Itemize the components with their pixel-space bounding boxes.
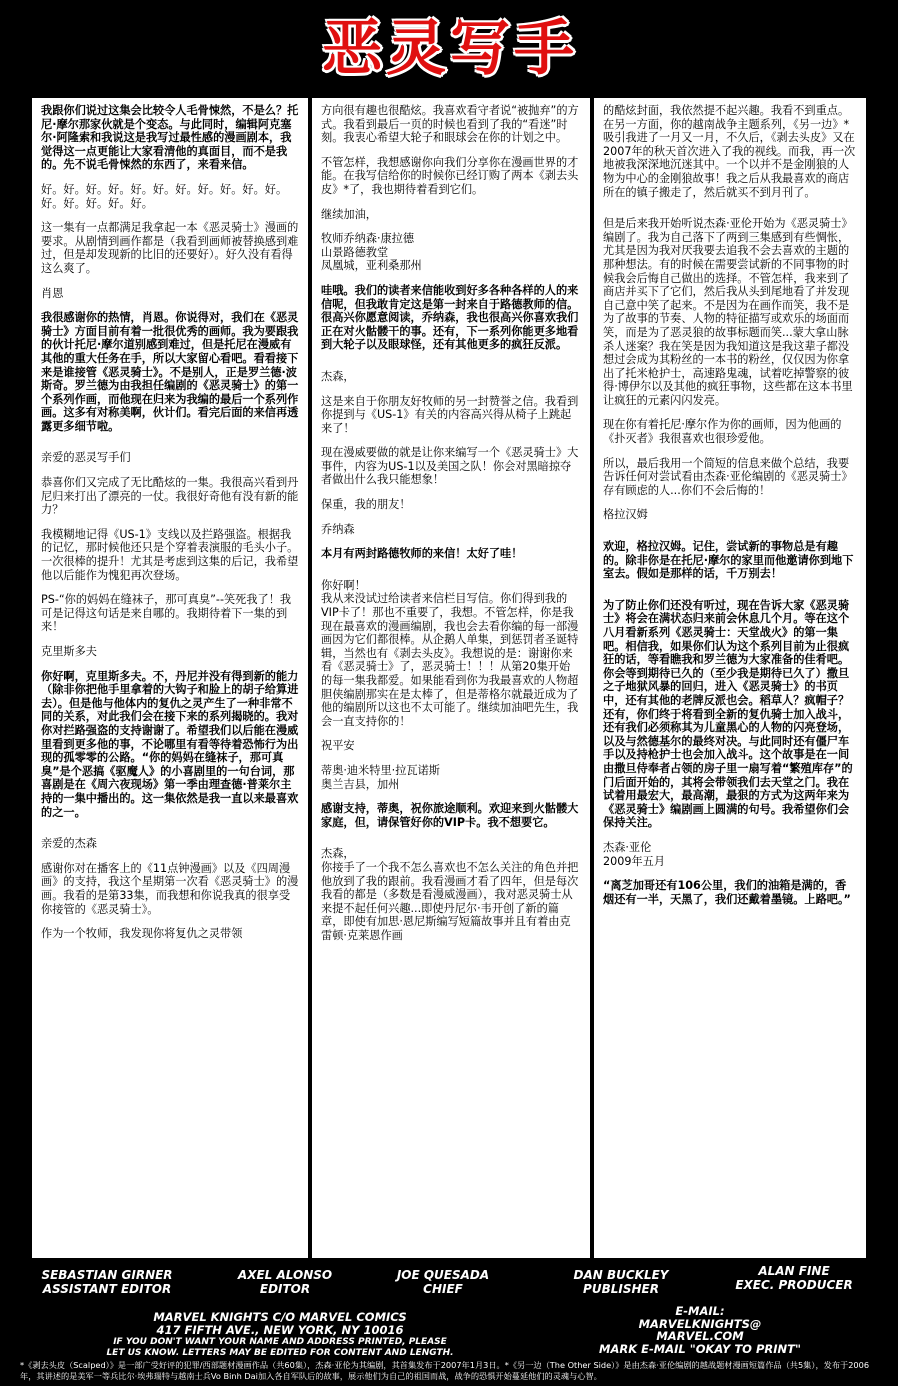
letter-paragraph: 克里斯多夫 <box>41 645 97 658</box>
address-line: MARVEL KNIGHTS C/O MARVEL COMICS <box>153 1310 407 1324</box>
editor-reply: 你好啊，克里斯多夫。不，丹尼并没有得到新的能力（除非你把他手里拿着的大钩子和脸上的胡子给算进去）。但是他与他体内的复仇之灵产生了一种非常不同的关系，对此我们会在接下来的系列揭晓的。我对你对拦路强盗的支持谢谢了。希望我们以后能在漫威里看到更多他的事，不论哪里有看等待着恐怖行为出现的孤零零的公路。“你的妈妈在缝袜子，那可真臭”是个恶搞《驱魔人》的小喜剧里的一句台词，那喜剧是在《周六夜现场》第一季由理查德·普莱尔主持的一集中播出的。这一集依然是我一直以来最喜欢的之一。 <box>41 669 299 819</box>
credit-exec-producer <box>724 1264 864 1292</box>
letter-paragraph: 感谢你对在播客上的《11点钟漫画》以及《四周漫画》的支持，我这个星期第一次看《恶灵骑士》的漫画。我看的是第33集，而我想和你说我真的很享受你接管的《恶灵骑士》。 <box>41 861 299 916</box>
staff-credits <box>0 1264 898 1308</box>
address-note: LET US KNOW. LETTERS MAY BE EDITED FOR CONTENT AND LENGTH. <box>106 1347 454 1358</box>
letter-paragraph: 继续加油， <box>321 207 377 221</box>
credit-role: PUBLISHER <box>583 1282 659 1296</box>
letter-paragraph: 所以，最后我用一个简短的信息来做个总结，我要告诉任何对尝试看由杰森·亚伦编剧的《恶灵骑士》存有顾虑的人...你们不会后悔的！ <box>603 456 853 497</box>
letter-paragraph: 你好啊！ 我从来没试过给读者来信栏目写信。你们得到我的VIP卡了！那也不重要了，我想。不管怎样，你是我现在最喜欢的漫画编剧，我也会去看你编的每一部漫画因为它们都很棒。从企鹅人单集，到惩罚者圣诞特辑，当然也有《剥去头皮》。我想说的是：谢谢你来看《恶灵骑士》了，恶灵骑士！！！从第20集开始的每一集我都爱。如果能看到你为我最喜欢的人物超胆侠编剧那实在是太棒了，但是蒂格尔就最近成为了他的编剧所以这也不太可能了。继续加油吧先生，我会一直支持你的！ <box>321 578 579 728</box>
credit-role: EDITOR <box>259 1282 311 1296</box>
email-address[interactable]: MARVELKNIGHTS@ <box>638 1316 762 1331</box>
credit-name: JOE QUESADA <box>396 1268 490 1282</box>
editor-reply: 本月有两封路德牧师的来信！太好了哇！ <box>321 547 523 561</box>
editor-reply: 感谢支持，蒂奥，祝你旅途顺利。欢迎来到火骷髅大家庭，但，请保管好你的VIP卡。我不想要它。 <box>321 802 579 829</box>
letter-paragraph: 我模糊地记得《US-1》支线以及拦路强盗。根据我的记忆，那时候他还只是个穿着表演服的毛头小子。一次很棒的提升！尤其是考虑到这集的后记，我希望他以后能作为愧犯再次登场。 <box>41 527 299 582</box>
ghost-writer-logo: 恶灵写手 <box>322 14 578 84</box>
credit-role: EXEC. PRODUCER <box>735 1278 853 1292</box>
address-line: 417 FIFTH AVE., NEW YORK, NY 10016 <box>156 1323 404 1337</box>
letter-paragraph: 这一集有一点都满足我拿起一本《恶灵骑士》漫画的要求。从剧情到画作都是（我看到画师被替换感到难过，但是却发现新的比旧的还要好）。好久没有看得这么爽了。 <box>41 221 299 275</box>
credit-editor <box>220 1268 350 1296</box>
credit-name: DAN BUCKLEY <box>573 1268 669 1282</box>
credit-role: CHIEF <box>423 1282 463 1296</box>
letter-paragraph: 杰森·亚伦 2009年五月 <box>603 840 666 868</box>
address-note: IF YOU DON'T WANT YOUR NAME AND ADDRESS PRINTED, PLEASE <box>113 1337 447 1347</box>
letter-paragraph: 乔纳森 <box>321 522 355 536</box>
letter-paragraph: 格拉汉姆 <box>603 508 648 522</box>
letter-paragraph: 现在你有着托尼·摩尔作为你的画师，因为他画的《扑灭者》我很喜欢也很珍爱他。 <box>603 418 842 446</box>
credit-role: ASSISTANT EDITOR <box>42 1282 172 1296</box>
letter-paragraph: 蒂奥·迪米特里·拉瓦诺斯 奥兰吉县，加州 <box>321 763 440 791</box>
email-block <box>560 1305 840 1355</box>
letter-paragraph: 现在漫威要做的就是让你来编写一个《恶灵骑士》大事件，内容为US-1以及美国之队！你会对黑暗掠夺者做出什么我只能想象！ <box>321 446 579 487</box>
letter-paragraph: 肖恩 <box>41 286 64 300</box>
letter-paragraph: 保重，我的朋友！ <box>321 498 411 512</box>
letter-paragraph: 牧师乔纳森·康拉德 山景路德教堂 凤凰城，亚利桑那州 <box>321 232 422 273</box>
letters-column-2 <box>312 98 590 1258</box>
credit-name: ALAN FINE <box>758 1264 830 1278</box>
letters-column-3 <box>594 98 866 1258</box>
credit-assistant-editor <box>32 1268 182 1296</box>
editor-reply: “离芝加哥还有106公里，我们的油箱是满的，香烟还有一半，天黑了，我们还戴着墨镜。上路吧。” <box>603 879 851 906</box>
letter-paragraph: 作为一个牧师，我发现你将复仇之灵带领 <box>41 927 243 941</box>
letter-paragraph: 祝平安 <box>321 739 355 753</box>
editor-reply: 欢迎，格拉汉姆。记住，尝试新的事物总是有趣的。除非你是在托尼·摩尔的家里而他邀请你到地下室去。假如是那样的话，千万别去！ <box>603 540 854 581</box>
email-note: MARK E-MAIL "OKAY TO PRINT" <box>599 1341 801 1356</box>
letter-paragraph: 亲爱的杰森 <box>41 837 97 851</box>
letters-column-1 <box>32 98 308 1258</box>
editor-reply: 哇哦。我们的读者来信能收到好多各种各样的人的来信呢，但我敢肯定这是第一封来自于路德教师的信。很高兴你愿意阅读，乔纳森，我也很高兴你喜欢我们正在对火骷髅干的事。还有，下一系列你能更多地看到大轮子以及眼球怪，还有其他更多的疯狂反派。 <box>321 283 579 352</box>
letter-paragraph: 但是后来我开始听说杰森·亚伦开始为《恶灵骑士》编剧了。我为自己落下了两到三集感到有些惆怅，尤其是因为我对厌我要去追我不会去喜欢的主题的那种想法。有的时候在需要尝试新的不同事物的时候我会后悔自己做出的选择。不管怎样，我来到了商店并买下了它们，然后我从头到尾地看了并发现自己意中笑了起来。不是因为在画作而笑，我不是为了故事的节奏、人物的特征描写或欢乐的场面而笑，而是为了恶灵狼的故事标题而笑...蒙大拿山脉杀人迷案？我在笑是因为我知道这是我这辈子都没想过会成为其粉丝的一本书的粉丝，仅仅因为你拿出了托米枪护士，高速路鬼魂，试着吃掉警察的彼得·博伊尔以及其他的疯狂事物，这些都在这本书里让疯狂的元素闪闪发亮。 <box>603 217 853 407</box>
letter-paragraph: 恭喜你们又完成了无比酷炫的一集。我很高兴看到丹尼归来打出了漂亮的一仗。我很好奇他有没有新的能力？ <box>41 476 299 517</box>
editor-reply: 我很感谢你的热情，肖恩。你说得对，我们在《恶灵骑士》方面目前有着一批很优秀的画师。我为要跟我的伙计托尼·摩尔道别感到难过，但是托尼在漫威有其他的重大任务在手，所以大家留心看吧。看看接下来是谁接管《恶灵骑士》。不是别人，正是罗兰德·波斯奇。罗兰德为由我担任编剧的《恶灵骑士》的第一个系列作画，而他现在归来为我编的最后一个系列作画。这多有对称美啊，伙计们。看完后面的来信再透露更多细节啦。 <box>41 311 299 433</box>
credit-publisher <box>556 1268 686 1296</box>
credit-name: AXEL ALONSO <box>237 1268 333 1282</box>
letter-paragraph: 这是来自于你朋友好牧师的另一封赞誉之信。我看到你提到与《US-1》有关的内容高兴得从椅子上跳起来了！ <box>321 394 579 435</box>
letter-paragraph: 方向很有趣也很酷炫。我喜欢看守者说“被抛弃”的方式。我看到最后一页的时候也看到了我的“看迷”时刻。我衷心希望大轮子和眼球会在你的计划之中。 <box>321 104 579 145</box>
letter-paragraph: 的酷炫封面，我依然提不起兴趣。我看不到重点。在另一方面，你的越南战争主题系列，《另一边》*吸引我进了一月又一月，不久后，《剥去头皮》又在2007年的秋天首次进入了我的视线。而我，再一次地被我深深地沉迷其中。一个以并不是金刚狼的人物为中心的金刚狼故事！我之后从我最喜欢的商店所在的镇子搬走了，然后就买不到月刊了。 <box>603 104 856 199</box>
footnote: *《剥去头皮（Scalped）》是一部广受好评的犯罪/西部题材漫画作品（共60集），杰森·亚伦为其编剧，其首集发布于2007年1月3日。*《另一边（The Other Side）》是由杰森·亚伦编剧的越战题材漫画短篇作品（共5集），发布于2006年，其讲述的是美军一等兵比尔·埃弗瑞特与越南士兵Vo Binh Dai加入各自军队后的故事，展示他们为自己的祖国而战，战争的恐惧开始蔓延他们的灵魂与心智。 <box>20 1360 870 1381</box>
letter-paragraph: 好。好。好。好。好。好。好。好。好。好。好。好。好。好。好。好。 <box>41 182 288 210</box>
credit-chief <box>378 1268 508 1296</box>
letter-paragraph: 亲爱的恶灵写手们 <box>41 451 131 465</box>
mailing-address <box>20 1311 540 1358</box>
letter-paragraph: 不管怎样，我想感谢你向我们分享你在漫画世界的才能。在我写信给你的时候你已经订购了两本《剥去头皮》*了，我也期待着看到它们。 <box>321 155 579 196</box>
letter-paragraph: 杰森， 你接手了一个我不怎么喜欢也不怎么关注的角色并把他放到了我的跟前。我看漫画才看了四年，但是每次我看的都是（多数是看漫威漫画），我对恶灵骑士从来提不起任何兴趣...即使丹尼尔·韦开创了新的篇章，即使有加思·恩尼斯编写短篇故事并且有着由克雷顿·克莱恩作画 <box>321 847 579 942</box>
email-label: E-MAIL: <box>675 1304 725 1318</box>
editor-reply: 为了防止你们还没有听过，现在告诉大家《恶灵骑士》将会在满状态归来前会休息几个月。等在这个八月看新系列《恶灵骑士：天堂战火》的第一集吧。相信我，如果你们认为这个系列目前为止很疯狂的话，等看瞧我和罗兰德为大家准备的佳肴吧。你会等到期待已久的（至少我是期待已久了）撒旦之子地狱风暴的回归，进入《恶灵骑士》的书页中，还有其他的老牌反派也会。稻草人？疯帽子？还有，你们终于将看到全新的复仇骑士加入战斗，还有我们必须称其为儿童黑心的人物的闪亮登场，以及与然德基尔的最终对决。与此同时还有僵尸车手以及持枪护士也会加入战斗。这个故事是在一间由撒旦侍奉者占领的房子里一扇写着“繁殖库存”的门后面开始的，其将会带领我们去天堂之门。我在试着用最宏大，最高潮，最狠的方式为这两年来为《恶灵骑士》编剧画上圆满的句号。我希望你们会保持关注。 <box>603 598 853 830</box>
editor-reply: 我跟你们说过这集会比较令人毛骨悚然，不是么？托尼·摩尔那家伙就是个变态。与此同时，编辑阿克塞尔·阿隆索和我说这是我写过最性感的漫画剧本，我觉得这一点更能让大家看清他的真面目，而不是我的。先不说毛骨悚然的东西了，来看来信。 <box>41 104 299 172</box>
credit-name: SEBASTIAN GIRNER <box>41 1268 173 1282</box>
letter-paragraph: 杰森， <box>321 369 355 383</box>
letter-paragraph: PS-“你的妈妈在缝袜子，那可真臭”--笑死我了！我可是记得这句话是来自哪的。我期待着下一集的到来！ <box>41 593 292 634</box>
email-address[interactable]: MARVEL.COM <box>656 1329 744 1343</box>
